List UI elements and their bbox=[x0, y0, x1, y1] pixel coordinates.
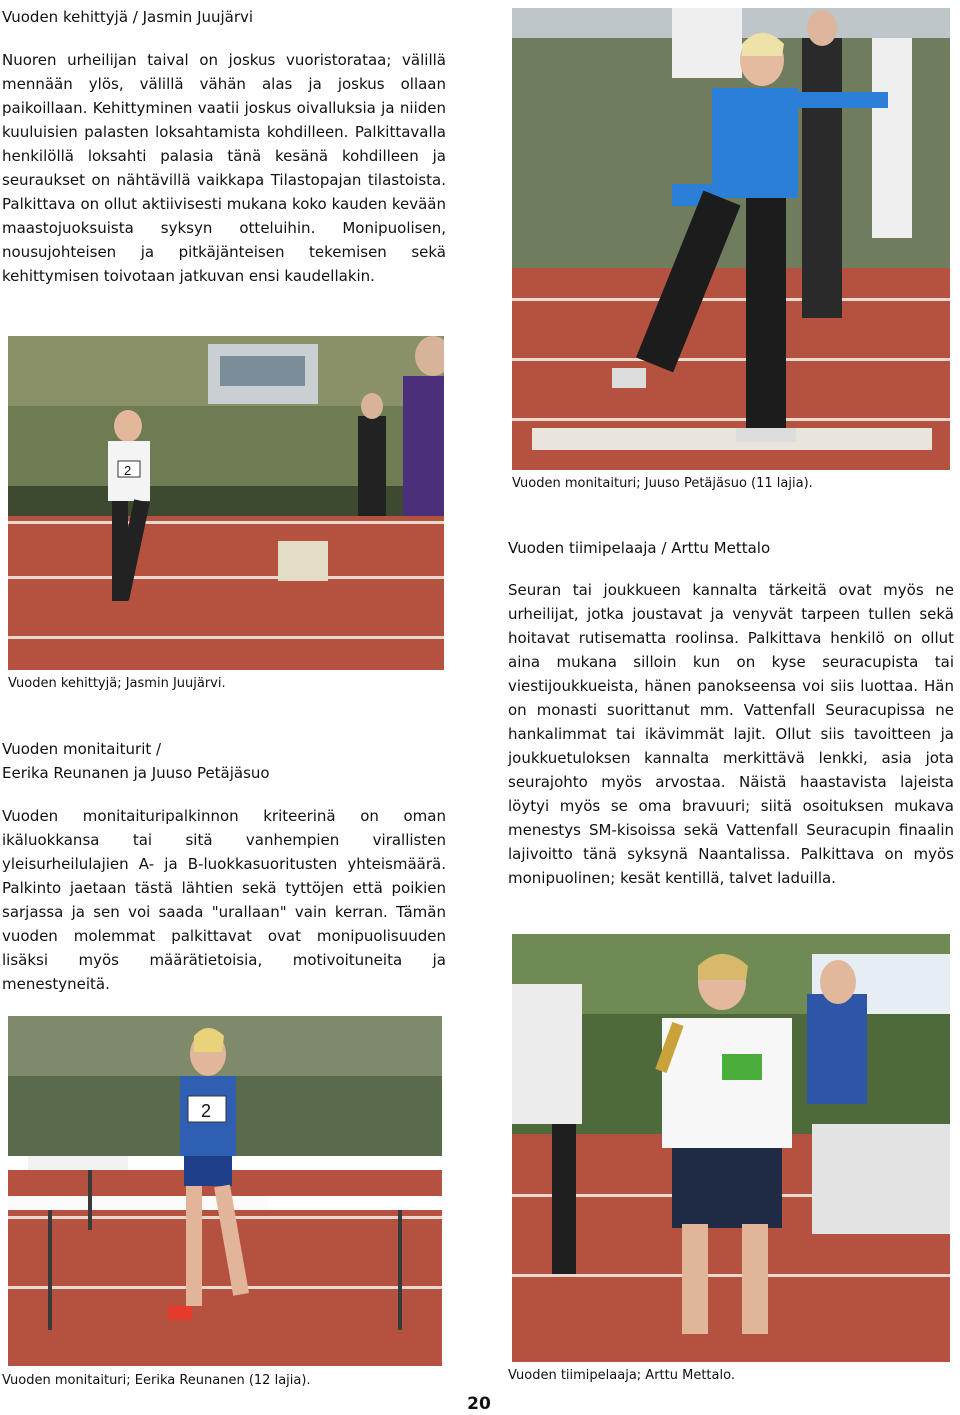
tiimipelaaja-heading: Vuoden tiimipelaaja / Arttu Mettalo bbox=[508, 539, 771, 557]
jasmin-caption: Vuoden kehittyjä; Jasmin Juujärvi. bbox=[8, 676, 226, 691]
juuso-caption: Vuoden monitaituri; Juuso Petäjäsuo (11 lajia). bbox=[512, 476, 813, 491]
photo-jasmin-long-jump bbox=[8, 336, 444, 670]
monitaiturit-paragraph: Vuoden monitaituripalkinnon kriteerinä on oman ikäluokkansa tai sitä vanhempien virallisten yleisurheilulajien A- ja B-luokkasuoritusten yhteismäärä. Palkinto jaetaan tästä lähtien sekä tyttöjen että poikien sarjassa ja sen voi saada "urallaan" vain kerran. Tämän vuoden molemmat palkittavat ovat monipuolisuuden lisäksi myös määrätietoisia, motivoituneita ja menestyneitä. bbox=[2, 807, 446, 993]
eerika-caption: Vuoden monitaituri; Eerika Reunanen (12 lajia). bbox=[2, 1373, 311, 1388]
monitaiturit-heading-line2: Eerika Reunanen ja Juuso Petäjäsuo bbox=[2, 764, 270, 782]
tiimipelaaja-paragraph: Seuran tai joukkueen kannalta tärkeitä ovat myös ne urheilijat, jotka joustavat ja venyvät tarpeen tullen sekä hoitavat rutisematta roolinsa. Palkittava henkilö on ollut aina mukana silloin kun on kyse seuracupista tai viestijoukkueista, hänen panokseensa voi siis luottaa. Hän on monasti suorittanut mm. Vattenfall Seuracupissa ne hankalimmat tai ikävimmät lajit. Ollut siis tavoitteen ja joukkuetuloksen kannalta merkittävä lenkki, asia jota seurajohto myös arvostaa. Näistä haastavista lajeista löytyi myös se oma bravuuri; siitä osoituksen mukava menestys SM-kisoissa sekä Vattenfall Seuracupin finaalin lajivoitto tänä syksynä Naantalissa. Palkittava on myös monipuolinen; kesät kentillä, talvet laduilla. bbox=[508, 581, 954, 887]
photo-arttu-relay bbox=[512, 934, 950, 1362]
page-number: 20 bbox=[467, 1394, 491, 1414]
arttu-caption: Vuoden tiimipelaaja; Arttu Mettalo. bbox=[508, 1368, 735, 1383]
monitaiturit-heading-line1: Vuoden monitaiturit / bbox=[2, 740, 162, 758]
photo-juuso-shot-put bbox=[512, 8, 950, 470]
eerika-bib: 2 bbox=[201, 1101, 212, 1121]
jasmin-heading: Vuoden kehittyjä / Jasmin Juujärvi bbox=[2, 8, 254, 26]
jasmin-bib: 2 bbox=[124, 463, 132, 478]
photo-eerika-hurdles bbox=[8, 1016, 442, 1366]
jasmin-paragraph: Nuoren urheilijan taival on joskus vuoristorataa; välillä mennään ylös, välillä vähän alas ja joskus ollaan paikoillaan. Kehittyminen vaatii joskus oivalluksia ja niiden kuuluisien palasten loksahtamista kohdilleen. Palkittavalla henkilöllä loksahti palasia tänä kesänä kohdilleen ja seuraukset on nähtävillä vaikkapa Tilastopajan tilastoista. Palkittava on ollut aktiivisesti mukana koko kauden kevään maastojuoksuista syksyn otteluihin. Monipuolisen, nousujohteisen ja pitkäjänteisen tekemisen sekä kehittymisen toivotaan jatkuvan ensi kaudellakin. bbox=[2, 51, 446, 285]
